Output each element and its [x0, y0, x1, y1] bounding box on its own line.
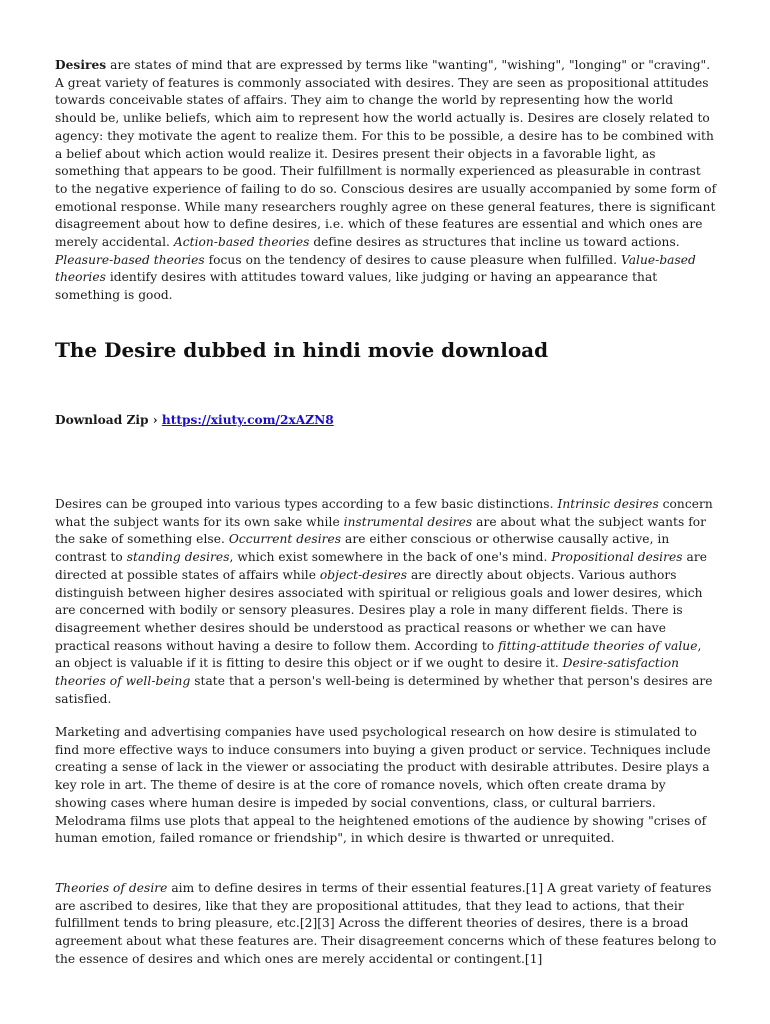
intro-text-3: focus on the tendency of desires to cause pleasure when fulfilled.: [204, 252, 621, 267]
theories-paragraph: [55, 880, 717, 969]
page-title: The Desire dubbed in hindi movie download: [55, 338, 549, 362]
download-line: [55, 412, 334, 428]
term-object-desires: object-desires: [319, 567, 408, 582]
types-text-g: are either conscious or otherwise causally active, in contrast to: [55, 532, 670, 565]
marketing-paragraph: Marketing and advertising companies have used psychological research on how desire is stimulated to find more effective ways to induce consumers into buying a given product or service. Techniques include creating a sense of lack in the viewer or associating the product with desirable attributes. Desire plays a key role in art. The theme of desire is at the core of romance novels, which often create drama by showing cases where human desire is impeded by social conventions, class, or cultural barriers. Melodrama films use plots that appeal to the heightened emotions of the audience by showing "crises of human emotion, failed romance or friendship", in which desire is thwarted or unrequited.: [55, 725, 711, 846]
theories-text-b: aim to define desires in terms of their essential features.[1] A great variety of features are ascribed to desires, like that they are propositional attitudes, that they lead to actions, that their fulfillment tends to bring pleasure, etc.[2][3] Across the different theories of desires, there is a broad agreement about what these features are. Their disagreement concerns which of these features belong to the essence of desires and which ones are merely accidental or contingent.[1]: [55, 881, 717, 966]
types-text-i: , which exist somewhere in the back of one's mind.: [229, 550, 552, 565]
term-occurrent: Occurrent desires: [228, 532, 342, 547]
term-pleasure-based: Pleasure-based theories: [55, 252, 205, 267]
types-text-q: state that a person's well-being is determined by whether that person's desires are satisfied.: [55, 674, 713, 706]
types-text-k: are directed at possible states of affairs while: [55, 550, 707, 582]
term-value-based: Value-based theories: [55, 252, 696, 285]
term-instrumental: instrumental desires: [343, 514, 473, 529]
types-text-o: , an object is valuable if it is fitting to desire this object or if we ought to desire it.: [55, 638, 702, 671]
term-theories-of-desire: Theories of desire: [55, 881, 168, 895]
types-text-c: concern what the subject wants for its own sake while: [55, 497, 713, 529]
term-desire-satisfaction: Desire-satisfaction theories of well-being: [55, 656, 680, 689]
download-label: Download Zip ›: [55, 413, 162, 427]
intro-text-4: identify desires with attitudes toward values, like judging or having an appearance that something is good.: [55, 270, 658, 303]
types-text-a: Desires can be grouped into various types according to a few basic distinctions.: [55, 497, 558, 511]
term-propositional: Propositional desires: [551, 550, 683, 565]
term-standing: standing desires: [126, 550, 230, 565]
types-text-e: are about what the subject wants for the sake of something else.: [55, 514, 707, 547]
download-link[interactable]: https://xiuty.com/2xAZN8: [161, 413, 334, 427]
types-text-m: are directly about objects. Various authors distinguish between higher desires associated with spiritual or religious goals and lower desires, which are concerned with bodily or sensory pleasures. Desires play a role in many different fields. There is disagreement whether desires should be understood as practical reasons or whether we can have practical reasons without having a desire to follow them. According to: [55, 567, 703, 653]
term-desires: Desires: [55, 58, 107, 72]
types-paragraph: [55, 496, 717, 708]
intro-text-1: are states of mind that are expressed by terms like "wanting", "wishing", "longing" or "craving". A great variety of features is commonly associated with desires. They are seen as propositional attitudes towards conceivable states of affairs. They aim to change the world by representing how the world should be, unlike beliefs, which aim to represent how the world actually is. Desires are closely related to agency: they motivate the agent to realize them. For this to be possible, a desire has to be combined with a belief about which action would realize it. Desires present their objects in a favorable light, as something that appears to be good. Their fulfillment is normally experienced as pleasurable in contrast to the negative experience of failing to do so. Conscious desires are usually accompanied by some form of emotional response. While many researchers roughly agree on these general features, there is significant disagreement about how to define desires, i.e. which of these features are essential and which ones are merely accidental.: [55, 58, 717, 250]
term-action-based: Action-based theories: [173, 235, 310, 250]
intro-paragraph: [55, 57, 717, 305]
term-intrinsic: Intrinsic desires: [557, 497, 659, 511]
term-fitting-attitude: fitting-attitude theories of value: [498, 638, 698, 653]
intro-text-2: define desires as structures that incline us toward actions.: [309, 235, 680, 250]
